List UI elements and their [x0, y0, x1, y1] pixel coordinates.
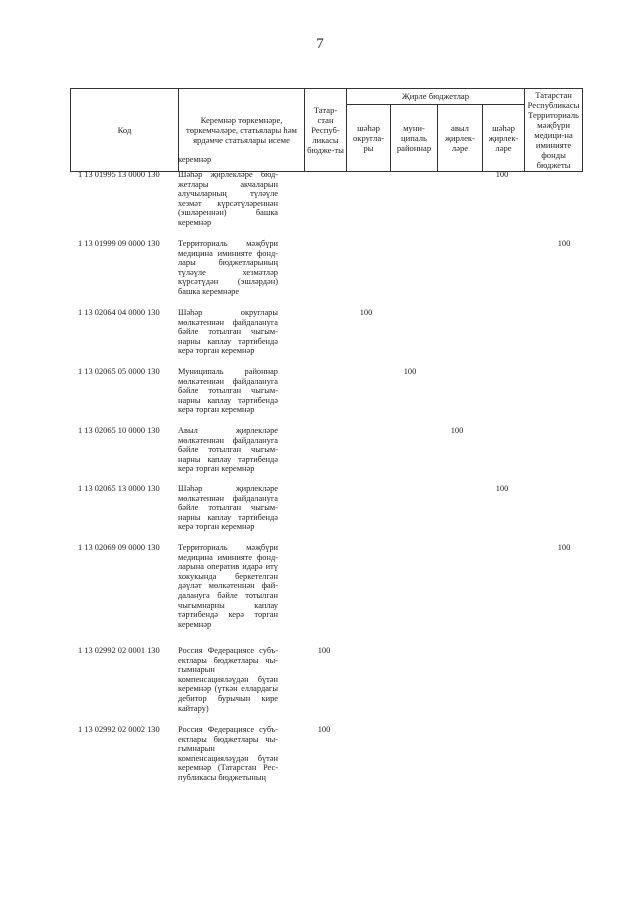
header-village-settlements: авыл җирлек-ләре: [438, 104, 483, 171]
value-town-settlements: 100: [495, 484, 509, 493]
value-town-settlements: 100: [495, 170, 509, 179]
header-municipal-districts: муни-ципаль районнар: [391, 104, 438, 171]
row-code: 1 13 02992 02 0001 130: [78, 646, 160, 655]
row-name: Шәһәр җирлекләре мөлкәтеннән файдалануга бәйле тотылган чыгым-нарны каплау тәртибендә керә торган керемнәр: [178, 484, 278, 532]
value-mhi-fund: 100: [557, 543, 571, 552]
value-mhi-fund: 100: [557, 239, 571, 248]
row-name: Муниципаль районнар мөлкәтеннән файдалануга бәйле тотылган чыгым-нарны каплау тәртибендә керә торган керемнәр: [178, 367, 278, 415]
row-code: 1 13 02069 09 0000 130: [78, 543, 160, 552]
row-name: Россия Федерациясе субъ-ектлары бюджетлары чы-гымнарын компенсацияләүдән бүтән керемнәр (Татарстан Рес-публикасы бюджетының: [178, 725, 278, 782]
header-mhi-fund: Татарстан Республикасы Территориаль мәҗбүри медици-на иминияте фонды бюджеты: [525, 89, 583, 172]
value-municipal-districts: 100: [403, 367, 417, 376]
row-name: Шәһәр җирлекләре бюд-жетлары акчаларын алучыларның түләүле хезмәт күрсәтүләреннән (эшләреннән) башка керемнәр: [178, 170, 278, 227]
header-city-districts: шәһәр округла-ры: [347, 104, 391, 171]
row-code: 1 13 02992 02 0002 130: [78, 725, 160, 734]
header-code: Код: [71, 89, 179, 172]
row-code: 1 13 02065 10 0000 130: [78, 426, 160, 435]
row-code: 1 13 01995 13 0000 130: [78, 170, 160, 179]
row-code: 1 13 02065 05 0000 130: [78, 367, 160, 376]
value-village-settlements: 100: [450, 426, 464, 435]
value-tatarstan-budget: 100: [317, 725, 331, 734]
table-header: [70, 88, 583, 172]
header-local-budgets: Җирле бюджетлар: [347, 89, 525, 105]
page-number: 7: [316, 36, 324, 52]
value-tatarstan-budget: 100: [317, 646, 331, 655]
header-revenue-name: Керемнәр төркемнәре, төркемчәләре, статьялары һәм ярдәмче статьялары исеме: [179, 89, 305, 172]
row-name: Территориаль мәҗбүри медицина иминияте фонд-ларына оператив идарә итү хокукында беркетелгән дәүләт мөлкәтеннән фай-далануга бәйле тотылган чыгымнарны каплау тәртибендә керә торган керемнәр: [178, 543, 278, 629]
continued-text: керемнәр: [178, 155, 212, 164]
row-code: 1 13 01999 09 0000 130: [78, 239, 160, 248]
header-town-settlements: шәһәр җирлек-ләре: [483, 104, 525, 171]
header-tatarstan-budget: Татар-стан Респуб-ликасы бюдже-ты: [305, 89, 347, 172]
row-name: Территориаль мәҗбүри медицина иминияте фонд-лары бюджетларының түләүле хезмәтләр күрсәтүдән (эшләрдән) башка керемнәре: [178, 239, 278, 296]
value-city-districts: 100: [359, 308, 373, 317]
row-name: Россия Федерациясе субъ-ектлары бюджетлары чы-гымнарын компенсацияләүдән бүтән керемнәр (үткән еллардагы дебитор бурычын кире кайтару): [178, 646, 278, 713]
row-code: 1 13 02064 04 0000 130: [78, 308, 160, 317]
row-code: 1 13 02065 13 0000 130: [78, 484, 160, 493]
row-name: Авыл җирлекләре мөлкәтеннән файдалануга бәйле тотылган чыгым-нарны каплау тәртибендә керә торган керемнәр: [178, 426, 278, 474]
row-name: Шәһәр округлары мөлкәтеннән файдалануга бәйле тотылган чыгым-нарны каплау тәртибендә керә торган керемнәр: [178, 308, 278, 356]
